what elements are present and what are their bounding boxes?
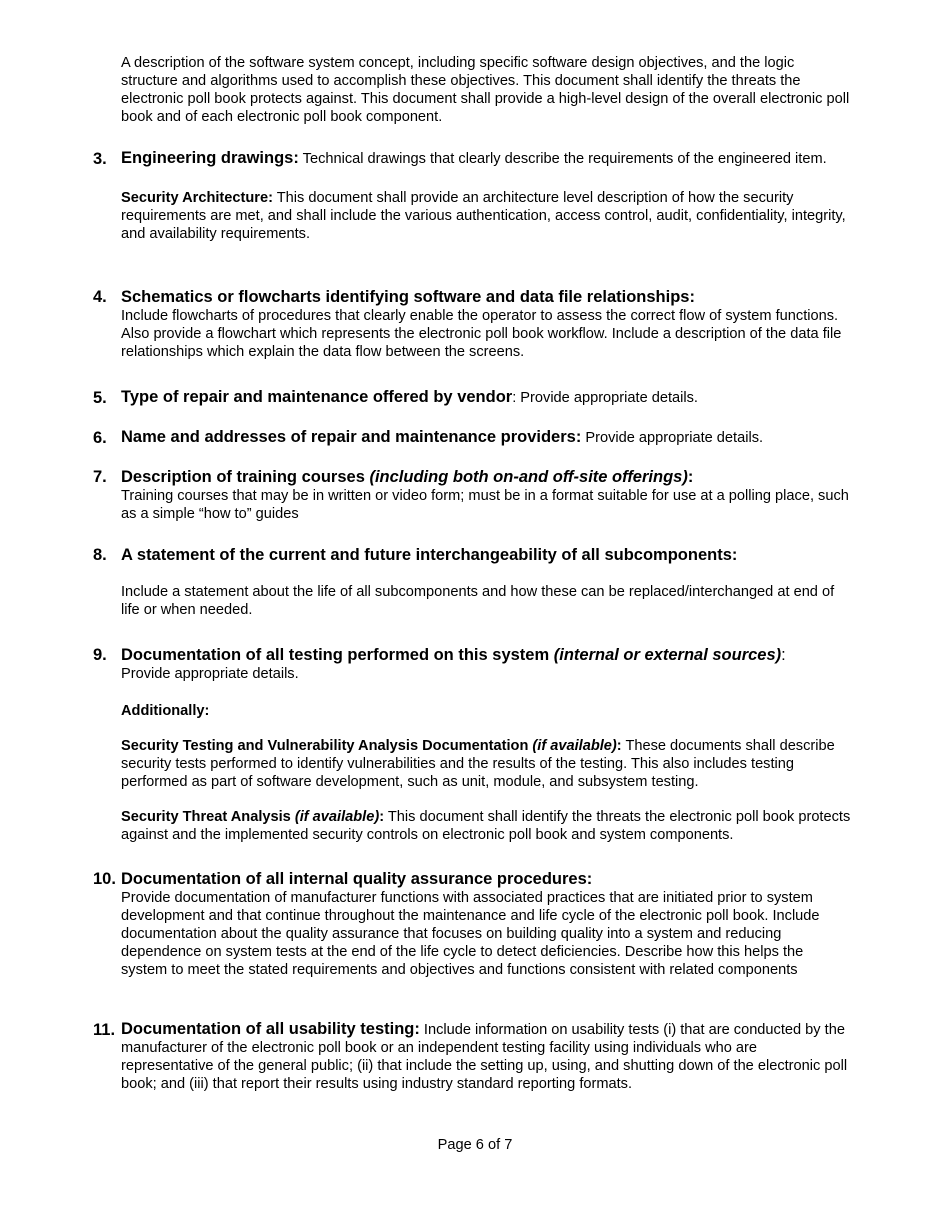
item-number: 8. <box>93 546 107 564</box>
list-item-4 <box>93 287 853 361</box>
list-item-11 <box>93 1020 853 1093</box>
list-item-3 <box>93 149 853 243</box>
item-text: Include a statement about the life of all subcomponents and how these can be replaced/interchanged at end of life or when needed. <box>121 584 835 618</box>
security-testing-paragraph <box>121 737 853 791</box>
item-number: 9. <box>93 646 107 664</box>
sub-text: These documents shall describe security tests performed to identify vulnerabilities and the results of the testing. This also includes testing performed as part of software development, such as unit, module, and subsystem testing. <box>121 738 835 790</box>
item-text: Provide documentation of manufacturer functions with associated practices that are initiated prior to system development and that continue throughout the maintenance and life cycle of the electronic poll book. Include documentation about the quality assurance that focuses on building quality into a system and reducing dependence on system tests at the end of the life cycle to detect deficiencies. Describe how this helps the system to meet the stated requirements and objectives and functions consistent with related components <box>121 890 820 978</box>
page-number: Page 6 of 7 <box>437 1137 513 1153</box>
item-heading: Schematics or flowcharts identifying software and data file relationships: <box>121 288 695 306</box>
sub-text: This document shall identify the threats the electronic poll book protects against and the implemented security controls on electronic poll book and system components. <box>121 809 851 843</box>
item-heading: Engineering drawings: <box>121 149 299 167</box>
heading-end: : <box>781 646 786 664</box>
heading-main: Description of training courses <box>121 468 370 486</box>
item-text: : Provide appropriate details. <box>512 390 698 406</box>
sub-label: Security Testing and Vulnerability Analysis Documentation <box>121 738 533 754</box>
item-heading <box>121 645 853 665</box>
item-paragraph <box>121 1020 853 1093</box>
item-heading: Documentation of all usability testing: <box>121 1020 420 1038</box>
additionally-label: Additionally: <box>121 703 210 719</box>
list-item-8 <box>93 545 853 619</box>
item-text: Provide appropriate details. <box>581 430 764 446</box>
sub-label-italic: (if available) <box>532 738 617 754</box>
item-number: 6. <box>93 429 107 447</box>
heading-italic: (internal or external sources) <box>553 646 782 664</box>
item-number: 4. <box>93 288 107 306</box>
sub-label-end: : <box>616 738 622 754</box>
security-architecture-paragraph <box>121 189 853 243</box>
item-number: 11. <box>93 1021 116 1039</box>
item-number: 3. <box>93 150 107 168</box>
sub-label-italic: (if available) <box>294 809 380 825</box>
heading-italic: (including both on-and off-site offerings) <box>369 468 688 486</box>
item-paragraph <box>121 388 853 407</box>
item-text: Technical drawings that clearly describe the requirements of the engineered item. <box>298 151 827 167</box>
item-number: 7. <box>93 468 107 486</box>
heading-main: Documentation of all testing performed on this system <box>121 646 554 664</box>
list-item-10 <box>93 869 853 979</box>
list-item-6 <box>93 428 853 447</box>
sub-label: Security Architecture: <box>121 190 273 206</box>
item-heading: A statement of the current and future interchangeability of all subcomponents: <box>121 546 738 564</box>
item-text: Include information on usability tests (i) that are conducted by the manufacturer of the electronic poll book or an independent testing facility using individuals who are representative of the general public; (ii) that include the setting up, using, and shutting down of the electronic poll book; and (iii) that report their results using industry standard reporting formats. <box>121 1022 848 1092</box>
intro-paragraph: A description of the software system concept, including specific software design objectives, and the logic structure and algorithms used to accomplish these objectives. This document shall identify the threats the electronic poll book protects against. This document shall provide a high-level design of the overall electronic poll book and of each electronic poll book component. <box>121 55 850 125</box>
sub-text: This document shall provide an architecture level description of how the security requirements are met, and shall include the various authentication, access control, audit, confidentiality, integrity, and availability requirements. <box>121 190 846 242</box>
heading-end: : <box>687 468 694 486</box>
item-paragraph <box>121 149 853 168</box>
item-text: Provide appropriate details. <box>121 666 299 682</box>
item-text: Include flowcharts of procedures that clearly enable the operator to assess the correct flow of system functions. Also provide a flowchart which represents the electronic poll book workflow. Include a description of the data file relationships which explain the data flow between the screens. <box>121 308 842 360</box>
list-item-5 <box>93 388 853 407</box>
list-item-9 <box>93 645 853 844</box>
item-number: 5. <box>93 389 107 407</box>
item-paragraph <box>121 428 853 447</box>
sub-label: Security Threat Analysis <box>121 809 295 825</box>
item-text: Training courses that may be in written or video form; must be in a format suitable for use at a polling place, such as a simple “how to” guides <box>121 488 849 522</box>
item-heading <box>121 467 853 487</box>
security-threat-paragraph <box>121 808 853 844</box>
item-heading: Type of repair and maintenance offered by vendor <box>121 388 513 406</box>
item-heading: Documentation of all internal quality assurance procedures: <box>121 870 593 888</box>
item-heading: Name and addresses of repair and maintenance providers: <box>121 428 582 446</box>
sub-label-end: : <box>379 809 385 825</box>
list-item-7 <box>93 467 853 523</box>
item-number: 10. <box>93 870 116 888</box>
